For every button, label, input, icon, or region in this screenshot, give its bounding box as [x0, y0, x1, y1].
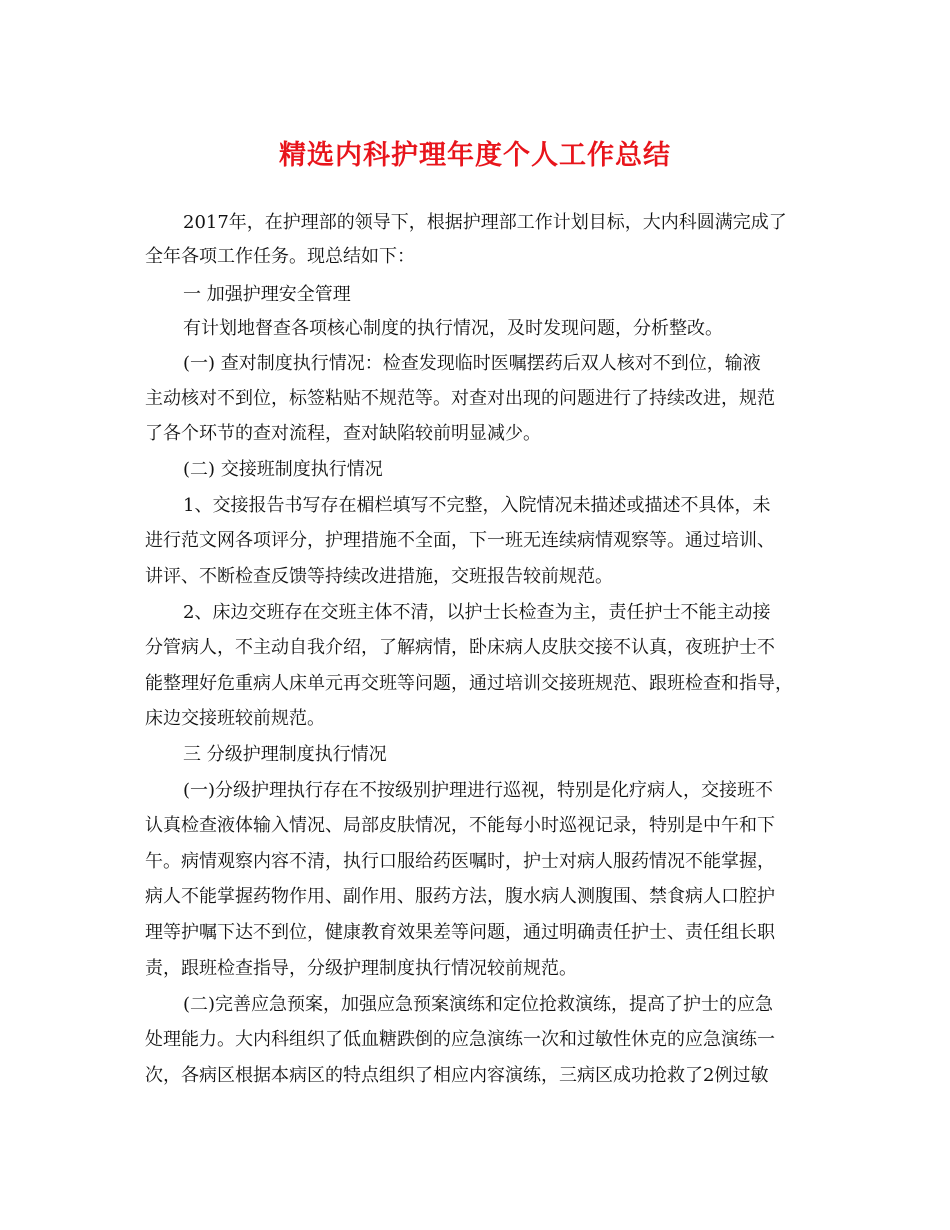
section-heading: 一 加强护理安全管理	[183, 284, 351, 305]
paragraph-line: 病人不能掌握药物作用、副作用、服药方法，腹水病人测腹围、禁食病人口腔护	[145, 886, 775, 907]
paragraph-line: 床边交接班较前规范。	[145, 708, 325, 729]
paragraph-line: 讲评、不断检查反馈等持续改进措施，交班报告较前规范。	[145, 566, 613, 587]
section-heading: 三 分级护理制度执行情况	[183, 744, 387, 765]
paragraph-line: 1、交接报告书写存在楣栏填写不完整，入院情况未描述或描述不具体，未	[183, 495, 771, 516]
paragraph-line: 2017年，在护理部的领导下，根据护理部工作计划目标，大内科圆满完成了	[183, 212, 787, 233]
section-heading: (二) 交接班制度执行情况	[183, 459, 383, 480]
paragraph-line: 认真检查液体输入情况、局部皮肤情况，不能每小时巡视记录，特别是中午和下	[145, 815, 775, 836]
paragraph-line: 午。病情观察内容不清，执行口服给药医嘱时，护士对病人服药情况不能掌握，	[145, 851, 775, 872]
paragraph-line: (一) 查对制度执行情况：检查发现临时医嘱摆药后双人核对不到位，输液	[183, 353, 761, 374]
paragraph-line: 全年各项工作任务。现总结如下：	[145, 246, 415, 267]
paragraph-line: 责，跟班检查指导，分级护理制度执行情况较前规范。	[145, 958, 577, 979]
paragraph-line: 2、床边交班存在交班主体不清，以护士长检查为主，责任护士不能主动接	[183, 602, 771, 623]
paragraph-line: 处理能力。大内科组织了低血糖跌倒的应急演练一次和过敏性休克的应急演练一	[145, 1029, 775, 1050]
document-title: 精选内科护理年度个人工作总结	[279, 140, 671, 171]
paragraph-line: (一)分级护理执行存在不按级别护理进行巡视，特别是化疗病人，交接班不	[183, 780, 774, 801]
paragraph-line: 主动核对不到位，标签粘贴不规范等。对查对出现的问题进行了持续改进，规范	[145, 388, 775, 409]
paragraph-line: 理等护嘱下达不到位，健康教育效果差等问题，通过明确责任护士、责任组长职	[145, 922, 775, 943]
paragraph-line: 次，各病区根据本病区的特点组织了相应内容演练，三病区成功抢救了2例过敏	[145, 1065, 769, 1086]
paragraph-line: 分管病人，不主动自我介绍，了解病情，卧床病人皮肤交接不认真，夜班护士不	[145, 637, 775, 658]
paragraph-line: 能整理好危重病人床单元再交班等问题，通过培训交接班规范、跟班检查和指导，	[145, 673, 793, 694]
paragraph-line: (二)完善应急预案，加强应急预案演练和定位抢救演练，提高了护士的应急	[183, 994, 774, 1015]
paragraph-line: 进行范文网各项评分，护理措施不全面，下一班无连续病情观察等。通过培训、	[145, 530, 775, 551]
paragraph-line: 了各个环节的查对流程，查对缺陷较前明显减少。	[145, 423, 541, 444]
paragraph-line: 有计划地督查各项核心制度的执行情况，及时发现问题，分析整改。	[183, 318, 723, 339]
